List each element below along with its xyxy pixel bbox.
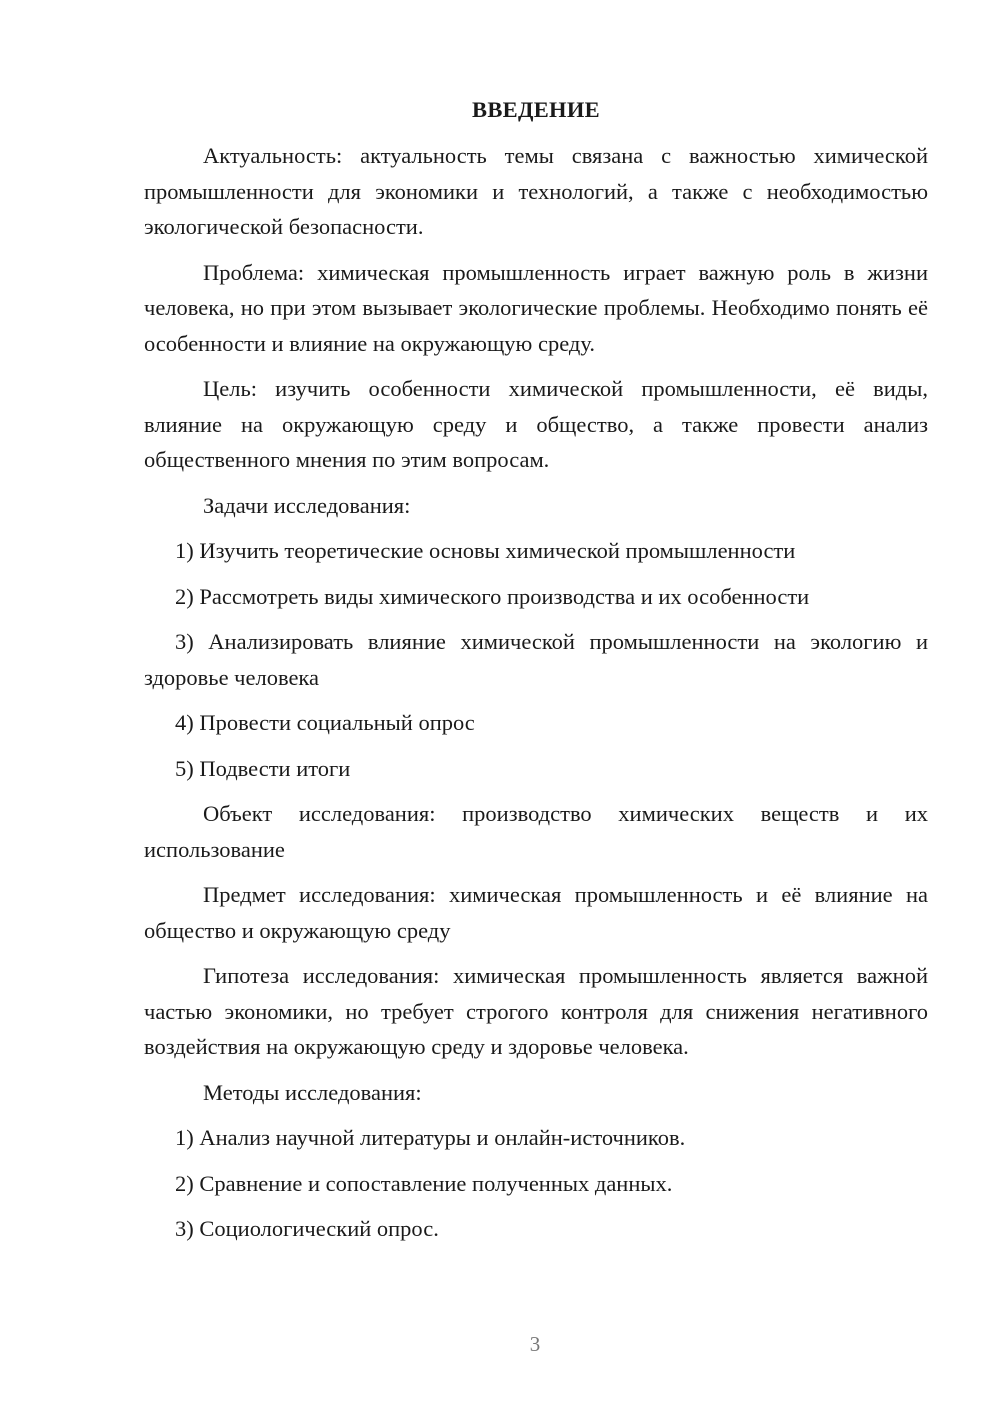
object-paragraph: Объект исследования: производство химических веществ и их использование [144,801,928,862]
method-item-2: 2) Сравнение и сопоставление полученных данных. [175,1170,673,1196]
task-item-1: 1) Изучить теоретические основы химической промышленности [175,538,796,563]
document-title: ВВЕДЕНИЕ [472,97,600,122]
task-item-2: 2) Рассмотреть виды химического производства и их особенности [175,583,810,609]
task-item-4: 4) Провести социальный опрос [175,710,475,735]
tasks-heading: Задачи исследования: [203,492,411,518]
task-item-3: 3) Анализировать влияние химической промышленности на экологию и здоровье человека [144,629,928,690]
goal-paragraph: Цель: изучить особенности химической промышленности, её виды, влияние на окружающую среду и общество, а также провести анализ общественного мнения по этим вопросам. [144,376,928,472]
methods-heading: Методы исследования: [203,1079,422,1105]
subject-paragraph: Предмет исследования: химическая промышленность и её влияние на общество и окружающую среду [144,882,928,943]
page-number: 3 [529,1332,541,1356]
method-item-1: 1) Анализ научной литературы и онлайн-источников. [175,1125,686,1150]
problem-paragraph: Проблема: химическая промышленность играет важную роль в жизни человека, но при этом вызывает экологические проблемы. Необходимо понять её особенности и влияние на окружающую среду. [144,259,928,356]
document-page [144,90,928,1257]
task-item-5: 5) Подвести итоги [175,755,351,781]
hypothesis-paragraph: Гипотеза исследования: химическая промышленность является важной частью экономики, но требует строгого контроля для снижения негативного воздействия на окружающую среду и здоровье человека. [144,963,928,1059]
relevance-paragraph: Актуальность: актуальность темы связана с важностью химической промышленности для экономики и технологий, а также с необходимостью экологической безопасности. [144,143,928,239]
method-item-3: 3) Социологический опрос. [175,1216,439,1241]
